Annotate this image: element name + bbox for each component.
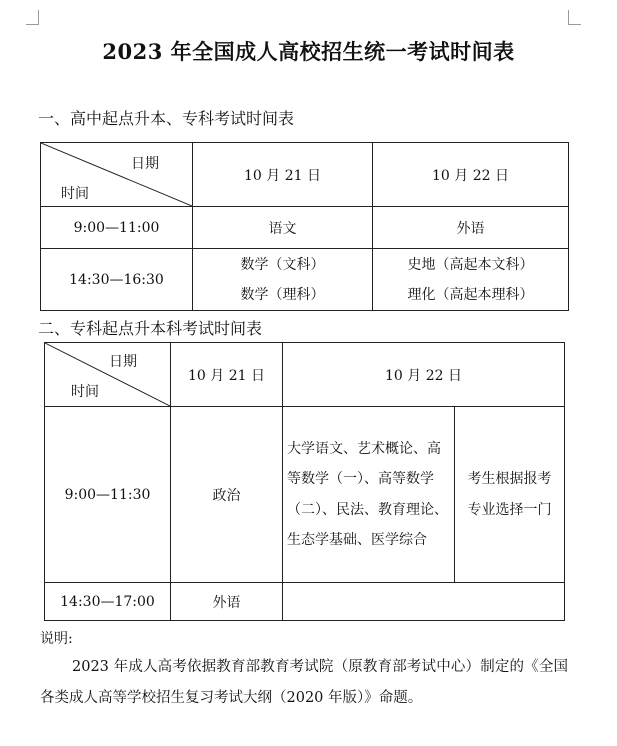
time-cell: 9:00—11:00 [41, 207, 193, 249]
margin-corner-mark-right [568, 10, 581, 25]
section2-heading: 二、专科起点升本科考试时间表 [38, 319, 263, 338]
section2-header-row [45, 343, 565, 407]
empty-cell [283, 583, 565, 621]
subject-cell: 外语 [171, 583, 283, 621]
subject-cell: 政治 [171, 407, 283, 583]
subject-list-cell: 大学语文、艺术概论、高等数学（一）、高等数学（二）、民法、教育理论、生态学基础、医学综合 [283, 407, 455, 583]
subject-line: 理化（高起本理科） [407, 286, 534, 303]
subject-cell [373, 249, 569, 311]
section1-heading: 一、高中起点升本、专科考试时间表 [38, 109, 295, 128]
section1-header-row [41, 143, 569, 207]
margin-corner-mark-left [26, 10, 39, 25]
time-cell: 14:30—17:00 [45, 583, 171, 621]
date-cell: 10 月 21 日 [171, 343, 283, 407]
subject-cell: 语文 [193, 207, 373, 249]
subject-cell: 外语 [373, 207, 569, 249]
time-cell: 14:30—16:30 [41, 249, 193, 311]
time-cell: 9:00—11:30 [45, 407, 171, 583]
document-title: 2023 年全国成人高校招生统一考试时间表 [102, 39, 515, 64]
date-cell: 10 月 22 日 [283, 343, 565, 407]
date-cell: 10 月 22 日 [373, 143, 569, 207]
section1-table [40, 142, 569, 311]
notes-label: 说明: [40, 631, 73, 647]
header-time-label: 时间 [71, 384, 99, 400]
section1-corner-header [41, 143, 193, 207]
table-row [41, 249, 569, 311]
elective-note-cell: 考生根据报考专业选择一门 [455, 407, 565, 583]
header-date-label: 日期 [109, 354, 137, 370]
date-cell: 10 月 21 日 [193, 143, 373, 207]
subject-line: 史地（高起本文科） [407, 256, 534, 273]
header-time-label: 时间 [61, 186, 89, 202]
section2-corner-header [45, 343, 171, 407]
section2-table [44, 342, 565, 621]
table-row [41, 207, 569, 249]
table-row [45, 407, 565, 583]
header-date-label: 日期 [131, 156, 159, 172]
subject-cell [193, 249, 373, 311]
subject-line: 数学（文科） [240, 256, 325, 273]
subject-line: 数学（理科） [240, 286, 325, 303]
table-row [45, 583, 565, 621]
diagonal-line [45, 343, 170, 406]
notes-text: 2023 年成人高考依据教育部教育考试院（原教育部考试中心）制定的《全国各类成人高等学校招生复习考试大纲（2020 年版）》命题。 [40, 659, 568, 706]
